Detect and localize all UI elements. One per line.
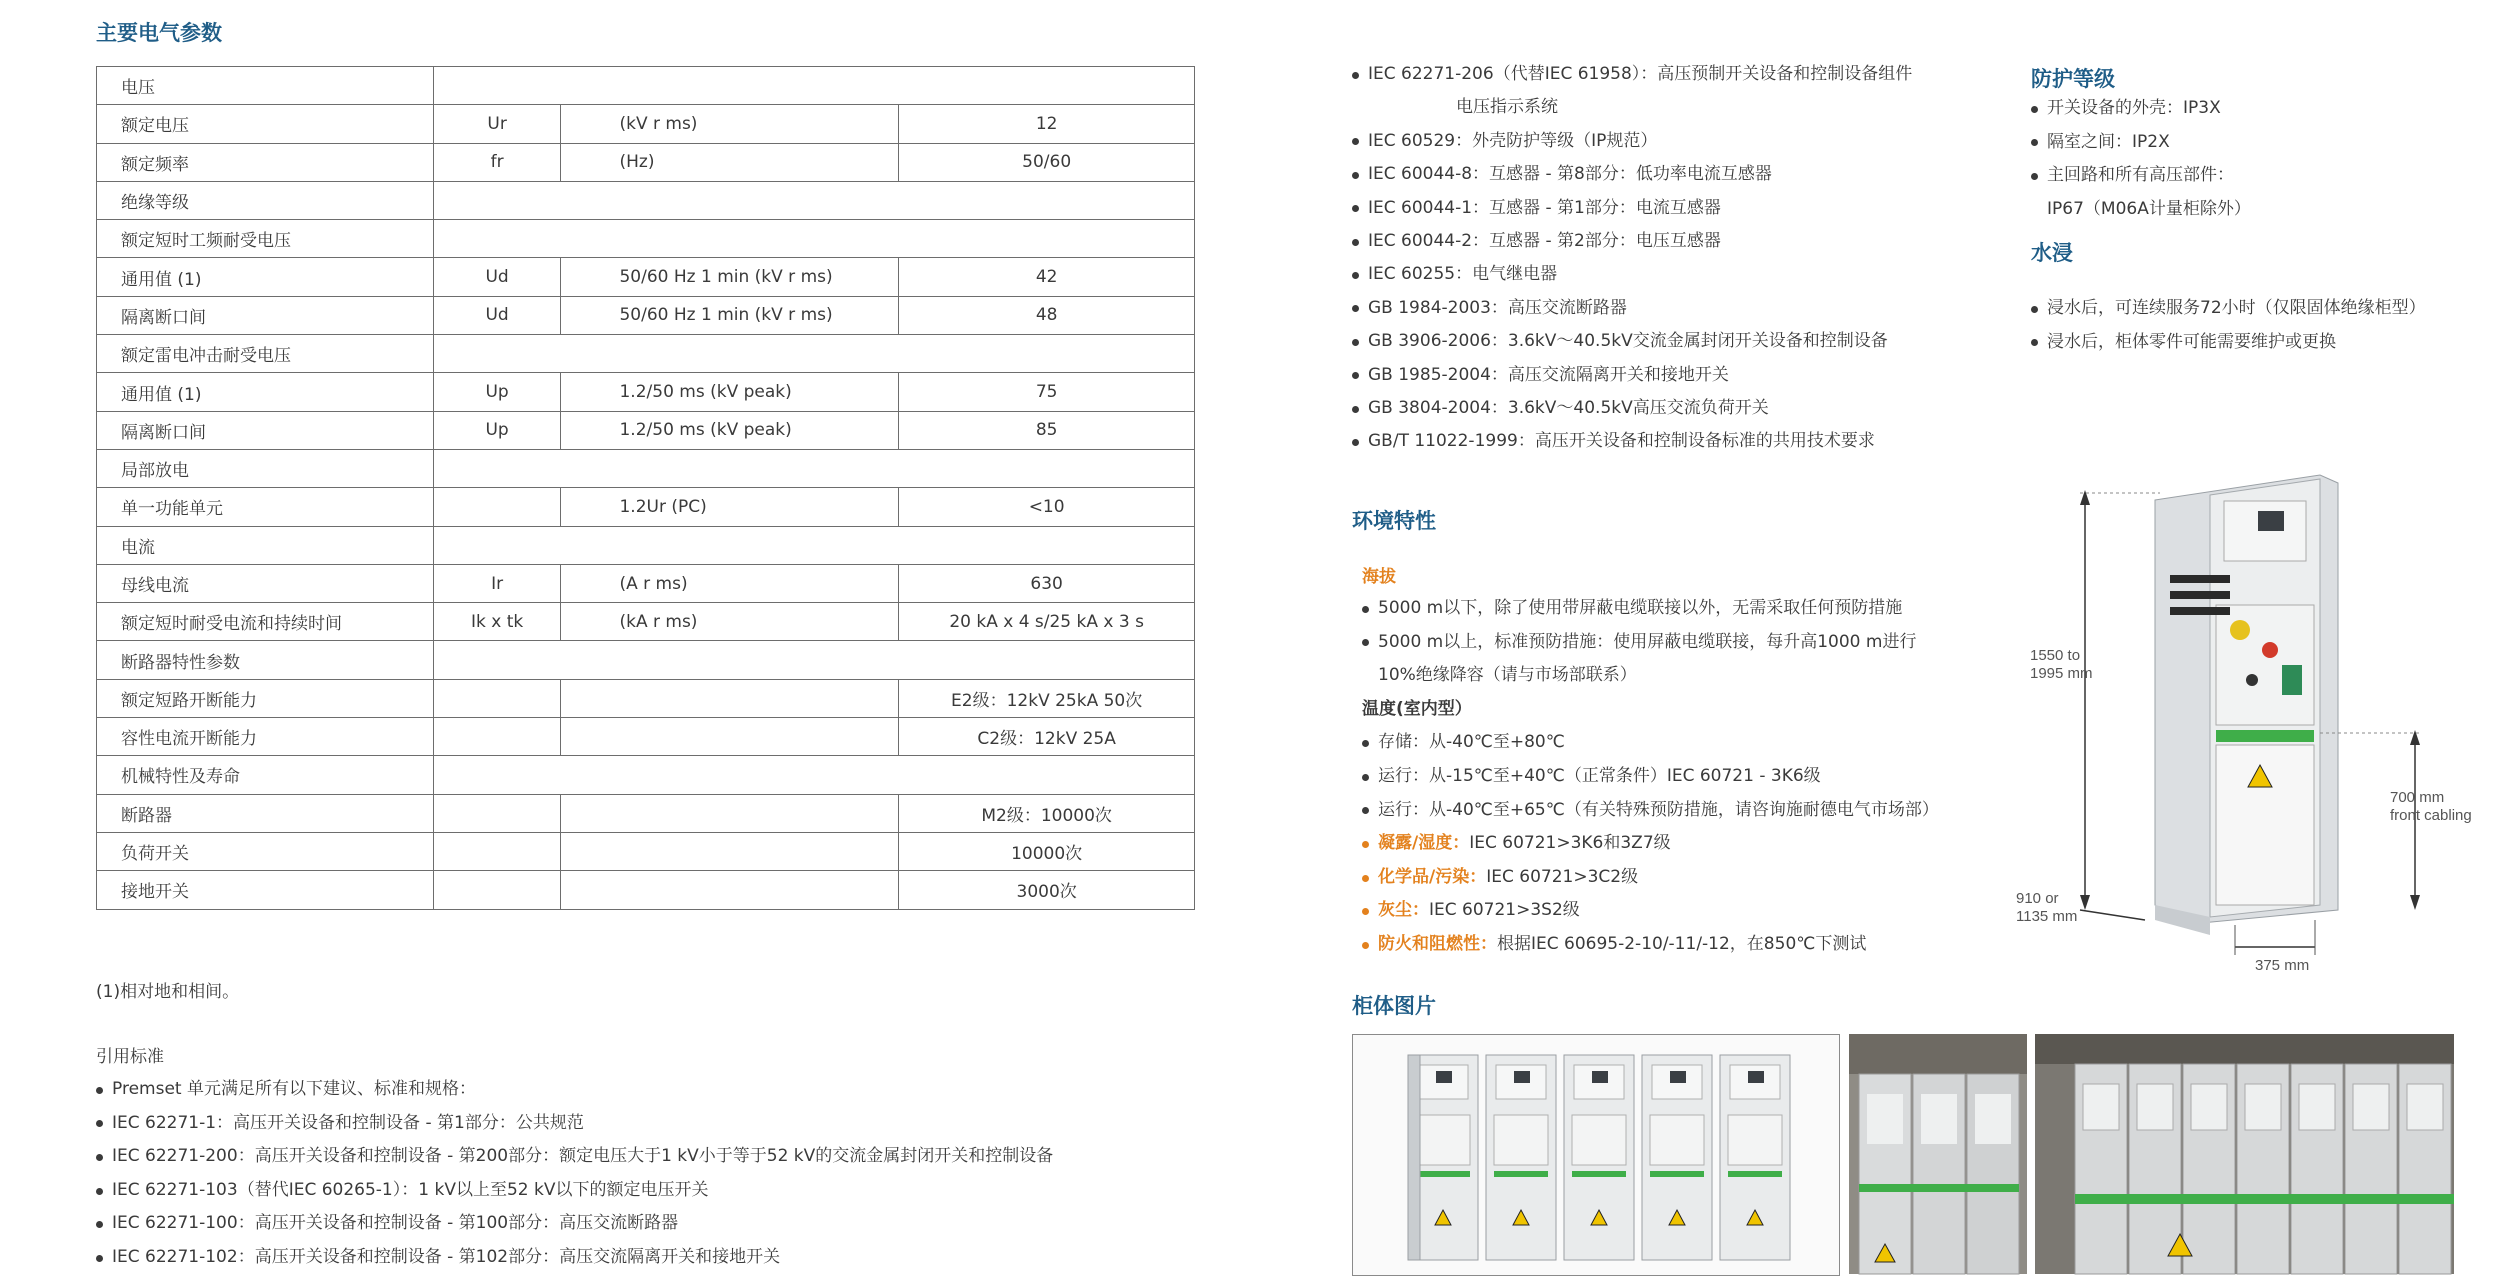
table-section-row	[97, 449, 1195, 487]
table-row	[97, 105, 1195, 143]
environment-condition-item	[1362, 861, 1939, 895]
temperature-item: 存储：从-40℃至+80℃	[1362, 726, 1939, 760]
standards-title: 引用标准	[96, 1047, 164, 1067]
installation-photo-2	[2035, 1034, 2454, 1274]
protection-item: 主回路和所有高压部件：	[2031, 159, 2251, 193]
height-dim-line1: 1550 to	[2030, 647, 2081, 664]
water-item: 浸水后，柜体零件可能需要维护或更换	[2031, 326, 2426, 360]
param-unit-cell	[561, 871, 899, 909]
table-section-row	[97, 220, 1195, 258]
cabinet-lineup-photo	[1352, 1034, 1840, 1276]
param-value-cell: 10000次	[899, 832, 1195, 870]
param-unit-cell	[561, 832, 899, 870]
param-value-cell: 3000次	[899, 871, 1195, 909]
environment-condition-item	[1362, 928, 1939, 962]
protection-item: 隔室之间：IP2X	[2031, 126, 2251, 160]
section-label-cell: 额定短时工频耐受电压	[97, 220, 434, 258]
param-label-cell: 隔离断口间	[97, 296, 434, 334]
cabling-dim-line2: front cabling	[2390, 807, 2472, 824]
param-symbol-cell: Ud	[433, 296, 561, 334]
param-symbol-cell	[433, 679, 561, 717]
section-label-cell: 断路器特性参数	[97, 641, 434, 679]
table-row	[97, 794, 1195, 832]
standard-item: IEC 62271-102：高压开关设备和控制设备 - 第102部分：高压交流隔离开关和接地开关	[96, 1241, 1053, 1275]
section-empty-cell	[433, 181, 1194, 219]
table-section-row	[97, 641, 1195, 679]
param-value-cell: 12	[899, 105, 1195, 143]
condition-text: IEC 60721>3K6和3Z7级	[1469, 833, 1671, 854]
param-label-cell: 额定短路开断能力	[97, 679, 434, 717]
standard-item: Premset 单元满足所有以下建议、标准和规格：	[96, 1073, 1053, 1107]
table-row	[97, 296, 1195, 334]
section-label-cell: 电压	[97, 67, 434, 105]
table-row	[97, 832, 1195, 870]
altitude-label: 海拔	[1362, 567, 1396, 587]
param-unit-cell: 50/60 Hz 1 min (kV r ms)	[561, 258, 899, 296]
param-unit-cell: 1.2Ur (PC)	[561, 488, 899, 526]
param-label-cell: 额定短时耐受电流和持续时间	[97, 603, 434, 641]
table-row	[97, 603, 1195, 641]
protection-list	[2031, 92, 2251, 226]
standard-item: IEC 60044-8：互感器 - 第8部分：低功率电流互感器	[1352, 158, 1912, 191]
section-label-cell: 机械特性及寿命	[97, 756, 434, 794]
param-symbol-cell	[433, 832, 561, 870]
standards-list-continued	[1352, 58, 1912, 459]
param-unit-cell: 1.2/50 ms (kV peak)	[561, 373, 899, 411]
water-item: 浸水后，可连续服务72小时（仅限固体绝缘柜型）	[2031, 292, 2426, 326]
section-label-cell: 额定雷电冲击耐受电压	[97, 335, 434, 373]
param-value-cell: 42	[899, 258, 1195, 296]
section-empty-cell	[433, 756, 1194, 794]
main-params-heading: 主要电气参数	[96, 21, 222, 45]
param-symbol-cell: fr	[433, 143, 561, 181]
param-label-cell: 负荷开关	[97, 832, 434, 870]
left-standards-list	[96, 1073, 1053, 1275]
parameters-table	[96, 66, 1195, 910]
table-section-row	[97, 335, 1195, 373]
section-empty-cell	[433, 220, 1194, 258]
standard-item: IEC 62271-100：高压开关设备和控制设备 - 第100部分：高压交流断路器	[96, 1207, 1053, 1241]
section-empty-cell	[433, 335, 1194, 373]
param-symbol-cell	[433, 718, 561, 756]
section-empty-cell	[433, 449, 1194, 487]
table-row	[97, 564, 1195, 602]
section-label-cell: 局部放电	[97, 449, 434, 487]
standard-item: 电压指示系统	[1456, 97, 1558, 118]
param-label-cell: 断路器	[97, 794, 434, 832]
temperature-label: 温度(室内型）	[1362, 698, 1472, 719]
environment-heading: 环境特性	[1352, 509, 1436, 533]
environment-condition-item	[1362, 894, 1939, 928]
condition-text: IEC 60721>3C2级	[1486, 866, 1639, 887]
param-label-cell: 接地开关	[97, 871, 434, 909]
standard-item: IEC 60529：外壳防护等级（IP规范）	[1352, 125, 1912, 158]
param-unit-cell: (A r ms)	[561, 564, 899, 602]
condition-label: 凝露/湿度：	[1378, 833, 1470, 854]
cabinet-dimension-drawing	[2016, 465, 2472, 975]
param-label-cell: 额定频率	[97, 143, 434, 181]
param-symbol-cell: Ik x tk	[433, 603, 561, 641]
table-section-row	[97, 526, 1195, 564]
table-row	[97, 373, 1195, 411]
param-unit-cell: (kA r ms)	[561, 603, 899, 641]
param-value-cell: 85	[899, 411, 1195, 449]
section-label-cell: 绝缘等级	[97, 181, 434, 219]
param-symbol-cell: Ud	[433, 258, 561, 296]
standard-item: GB 3906-2006：3.6kV～40.5kV交流金属封闭开关设备和控制设备	[1352, 325, 1912, 358]
cabling-dim-line1: 700 mm	[2390, 789, 2445, 806]
protection-item: 开关设备的外壳：IP3X	[2031, 92, 2251, 126]
param-symbol-cell: Ir	[433, 564, 561, 602]
cabinet-photos-heading: 柜体图片	[1352, 994, 1436, 1018]
water-heading: 水浸	[2031, 241, 2073, 265]
depth-dim-line1: 910 or	[2016, 890, 2059, 907]
environment-condition-item	[1362, 827, 1939, 861]
cabinet-illustration	[2155, 475, 2338, 935]
table-section-row	[97, 67, 1195, 105]
param-label-cell: 通用值 (1)	[97, 373, 434, 411]
param-value-cell: 20 kA x 4 s/25 kA x 3 s	[899, 603, 1195, 641]
table-row	[97, 488, 1195, 526]
param-value-cell: M2级：10000次	[899, 794, 1195, 832]
standard-item: IEC 62271-1：高压开关设备和控制设备 - 第1部分：公共规范	[96, 1107, 1053, 1141]
table-footnote: (1)相对地和相间。	[96, 982, 240, 1002]
condition-label: 防火和阻燃性：	[1378, 933, 1497, 954]
standard-item: IEC 62271-103（替代IEC 60265-1）：1 kV以上至52 kV以下的额定电压开关	[96, 1174, 1053, 1208]
standard-item: GB 1985-2004：高压交流隔离开关和接地开关	[1352, 359, 1912, 392]
standard-item: IEC 60044-1：互感器 - 第1部分：电流互感器	[1352, 192, 1912, 225]
standard-item: GB/T 11022-1999：高压开关设备和控制设备标准的共用技术要求	[1352, 425, 1912, 458]
param-symbol-cell	[433, 871, 561, 909]
param-symbol-cell: Ur	[433, 105, 561, 143]
table-row	[97, 143, 1195, 181]
environment-list	[1362, 592, 1939, 962]
section-empty-cell	[433, 67, 1194, 105]
section-empty-cell	[433, 526, 1194, 564]
condition-text: IEC 60721>3S2级	[1429, 900, 1580, 921]
table-row	[97, 679, 1195, 717]
param-unit-cell	[561, 679, 899, 717]
water-list	[2031, 292, 2426, 359]
table-row	[97, 871, 1195, 909]
param-value-cell: 630	[899, 564, 1195, 602]
param-symbol-cell	[433, 488, 561, 526]
param-value-cell: E2级：12kV 25kA 50次	[899, 679, 1195, 717]
param-symbol-cell	[433, 794, 561, 832]
standard-item: IEC 60044-2：互感器 - 第2部分：电压互感器	[1352, 225, 1912, 258]
width-dim: 375 mm	[2255, 957, 2310, 974]
temperature-item: 运行：从-40℃至+65℃（有关特殊预防措施，请咨询施耐德电气市场部）	[1362, 794, 1939, 828]
standard-item: IEC 62271-200：高压开关设备和控制设备 - 第200部分：额定电压大于1 kV小于等于52 kV的交流金属封闭开关和控制设备	[96, 1140, 1053, 1174]
standard-item: GB 1984-2003：高压交流断路器	[1352, 292, 1912, 325]
param-label-cell: 额定电压	[97, 105, 434, 143]
section-label-cell: 电流	[97, 526, 434, 564]
table-row	[97, 258, 1195, 296]
param-label-cell: 通用值 (1)	[97, 258, 434, 296]
depth-dim-line2: 1135 mm	[2016, 908, 2078, 925]
altitude-item: 5000 m以下，除了使用带屏蔽电缆联接以外，无需采取任何预防措施	[1362, 592, 1939, 626]
param-unit-cell: (kV r ms)	[561, 105, 899, 143]
table-section-row	[97, 181, 1195, 219]
temperature-item: 运行：从-15℃至+40℃（正常条件）IEC 60721 - 3K6级	[1362, 760, 1939, 794]
param-value-cell: C2级：12kV 25A	[899, 718, 1195, 756]
param-label-cell: 容性电流开断能力	[97, 718, 434, 756]
standard-item: IEC 60255：电气继电器	[1352, 258, 1912, 291]
param-unit-cell: 1.2/50 ms (kV peak)	[561, 411, 899, 449]
table-section-row	[97, 756, 1195, 794]
section-empty-cell	[433, 641, 1194, 679]
param-unit-cell	[561, 718, 899, 756]
param-value-cell: 48	[899, 296, 1195, 334]
altitude-item: 5000 m以上，标准预防措施：使用屏蔽电缆联接，每升高1000 m进行	[1362, 626, 1939, 660]
param-symbol-cell: Up	[433, 411, 561, 449]
altitude-item: 10%绝缘降容（请与市场部联系）	[1378, 665, 1637, 686]
param-label-cell: 隔离断口间	[97, 411, 434, 449]
condition-label: 灰尘：	[1378, 900, 1429, 921]
param-value-cell: 75	[899, 373, 1195, 411]
standard-item: GB 3804-2004：3.6kV～40.5kV高压交流负荷开关	[1352, 392, 1912, 425]
table-row	[97, 718, 1195, 756]
protection-heading: 防护等级	[2031, 67, 2115, 91]
condition-label: 化学品/污染：	[1378, 866, 1487, 887]
param-unit-cell: (Hz)	[561, 143, 899, 181]
param-unit-cell: 50/60 Hz 1 min (kV r ms)	[561, 296, 899, 334]
condition-text: 根据IEC 60695-2-10/-11/-12，在850℃下测试	[1497, 933, 1867, 954]
installation-photo-1	[1849, 1034, 2027, 1274]
param-symbol-cell: Up	[433, 373, 561, 411]
height-dim-line2: 1995 mm	[2030, 665, 2093, 682]
protection-item: IP67（M06A计量柜除外）	[2047, 198, 2251, 219]
param-unit-cell	[561, 794, 899, 832]
param-label-cell: 单一功能单元	[97, 488, 434, 526]
table-row	[97, 411, 1195, 449]
standard-item: IEC 62271-206（代替IEC 61958）：高压预制开关设备和控制设备组件	[1352, 58, 1912, 91]
param-value-cell: <10	[899, 488, 1195, 526]
param-value-cell: 50/60	[899, 143, 1195, 181]
param-label-cell: 母线电流	[97, 564, 434, 602]
